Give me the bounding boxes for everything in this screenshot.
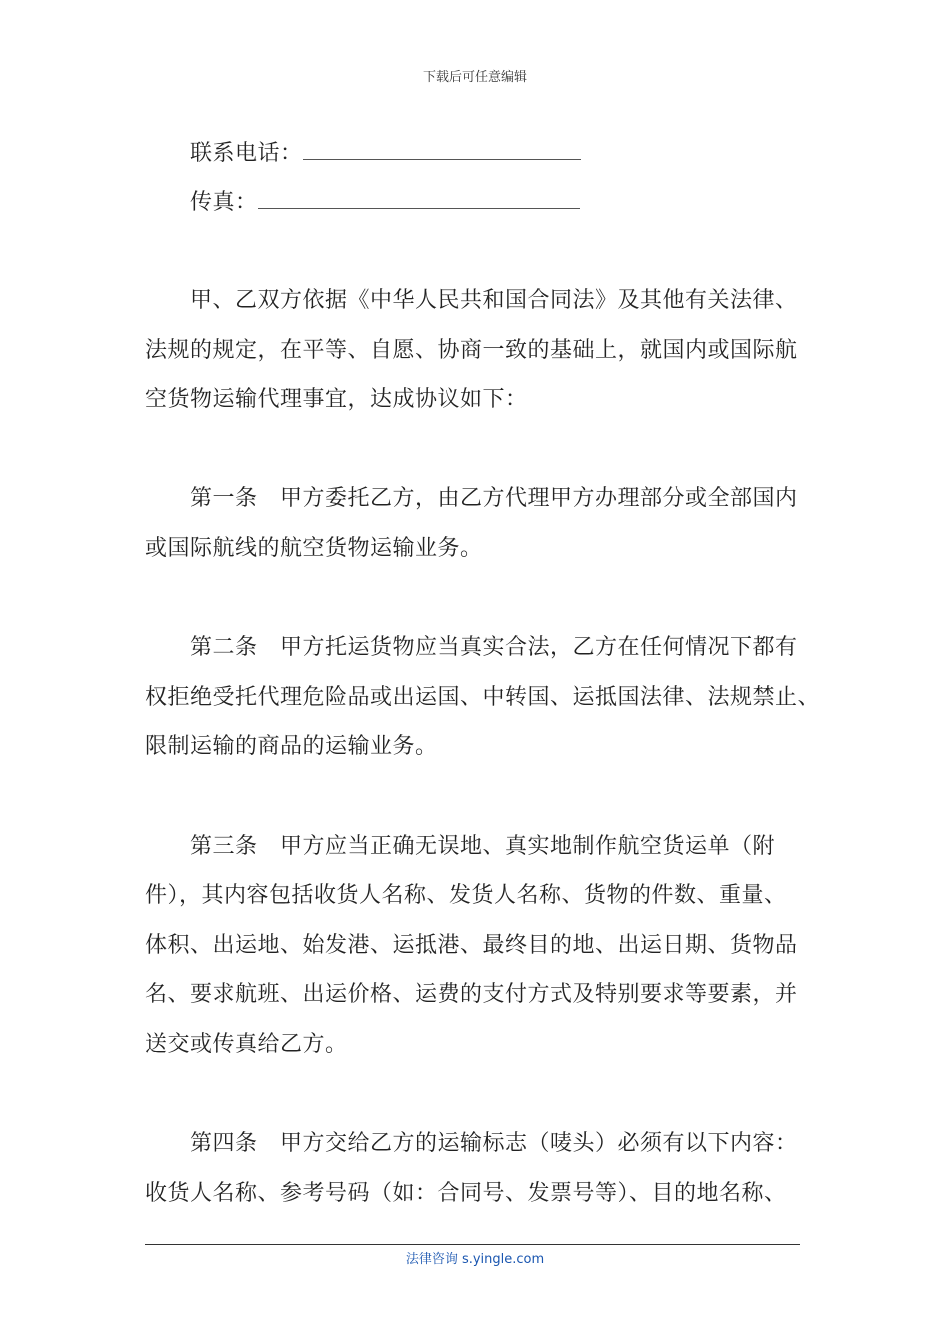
page-header-note: 下载后可任意编辑 bbox=[422, 70, 527, 85]
fax-blank-line bbox=[258, 186, 580, 209]
article1-line-2: 或国际航线的航空货物运输业务。 bbox=[145, 536, 483, 561]
phone-row bbox=[190, 137, 581, 169]
article3-line-1: 第三条 甲方应当正确无误地、真实地制作航空货运单（附 bbox=[190, 834, 776, 859]
article3-line-4: 名、要求航班、出运价格、运费的支付方式及特别要求等要素，并 bbox=[145, 982, 798, 1007]
article3-line-3: 体积、出运地、始发港、运抵港、最终目的地、出运日期、货物品 bbox=[145, 933, 798, 958]
fax-row bbox=[190, 186, 580, 218]
article2-line-1: 第二条 甲方托运货物应当真实合法，乙方在任何情况下都有 bbox=[190, 635, 798, 660]
article4-line-1: 第四条 甲方交给乙方的运输标志（唛头）必须有以下内容： bbox=[190, 1131, 798, 1156]
article3-line-2: 件），其内容包括收货人名称、发货人名称、货物的件数、重量、 bbox=[145, 883, 787, 908]
phone-label: 联系电话： bbox=[190, 141, 303, 166]
fax-label: 传真： bbox=[190, 190, 258, 215]
footer-divider bbox=[145, 1244, 800, 1245]
intro-line-3: 空货物运输代理事宜，达成协议如下： bbox=[145, 387, 528, 412]
intro-line-1: 甲、乙双方依据《中华人民共和国合同法》及其他有关法律、 bbox=[190, 288, 798, 313]
article4-line-2: 收货人名称、参考号码（如：合同号、发票号等）、目的地名称、 bbox=[145, 1181, 787, 1206]
footer-link[interactable]: 法律咨询 s.yingle.com bbox=[405, 1252, 545, 1267]
article2-line-3: 限制运输的商品的运输业务。 bbox=[145, 734, 438, 759]
article1-line-1: 第一条 甲方委托乙方，由乙方代理甲方办理部分或全部国内 bbox=[190, 486, 798, 511]
article3-line-5: 送交或传真给乙方。 bbox=[145, 1032, 348, 1057]
phone-blank-line bbox=[303, 137, 581, 160]
intro-line-2: 法规的规定，在平等、自愿、协商一致的基础上，就国内或国际航 bbox=[145, 338, 798, 363]
article2-line-2: 权拒绝受托代理危险品或出运国、中转国、运抵国法律、法规禁止、 bbox=[145, 685, 821, 710]
